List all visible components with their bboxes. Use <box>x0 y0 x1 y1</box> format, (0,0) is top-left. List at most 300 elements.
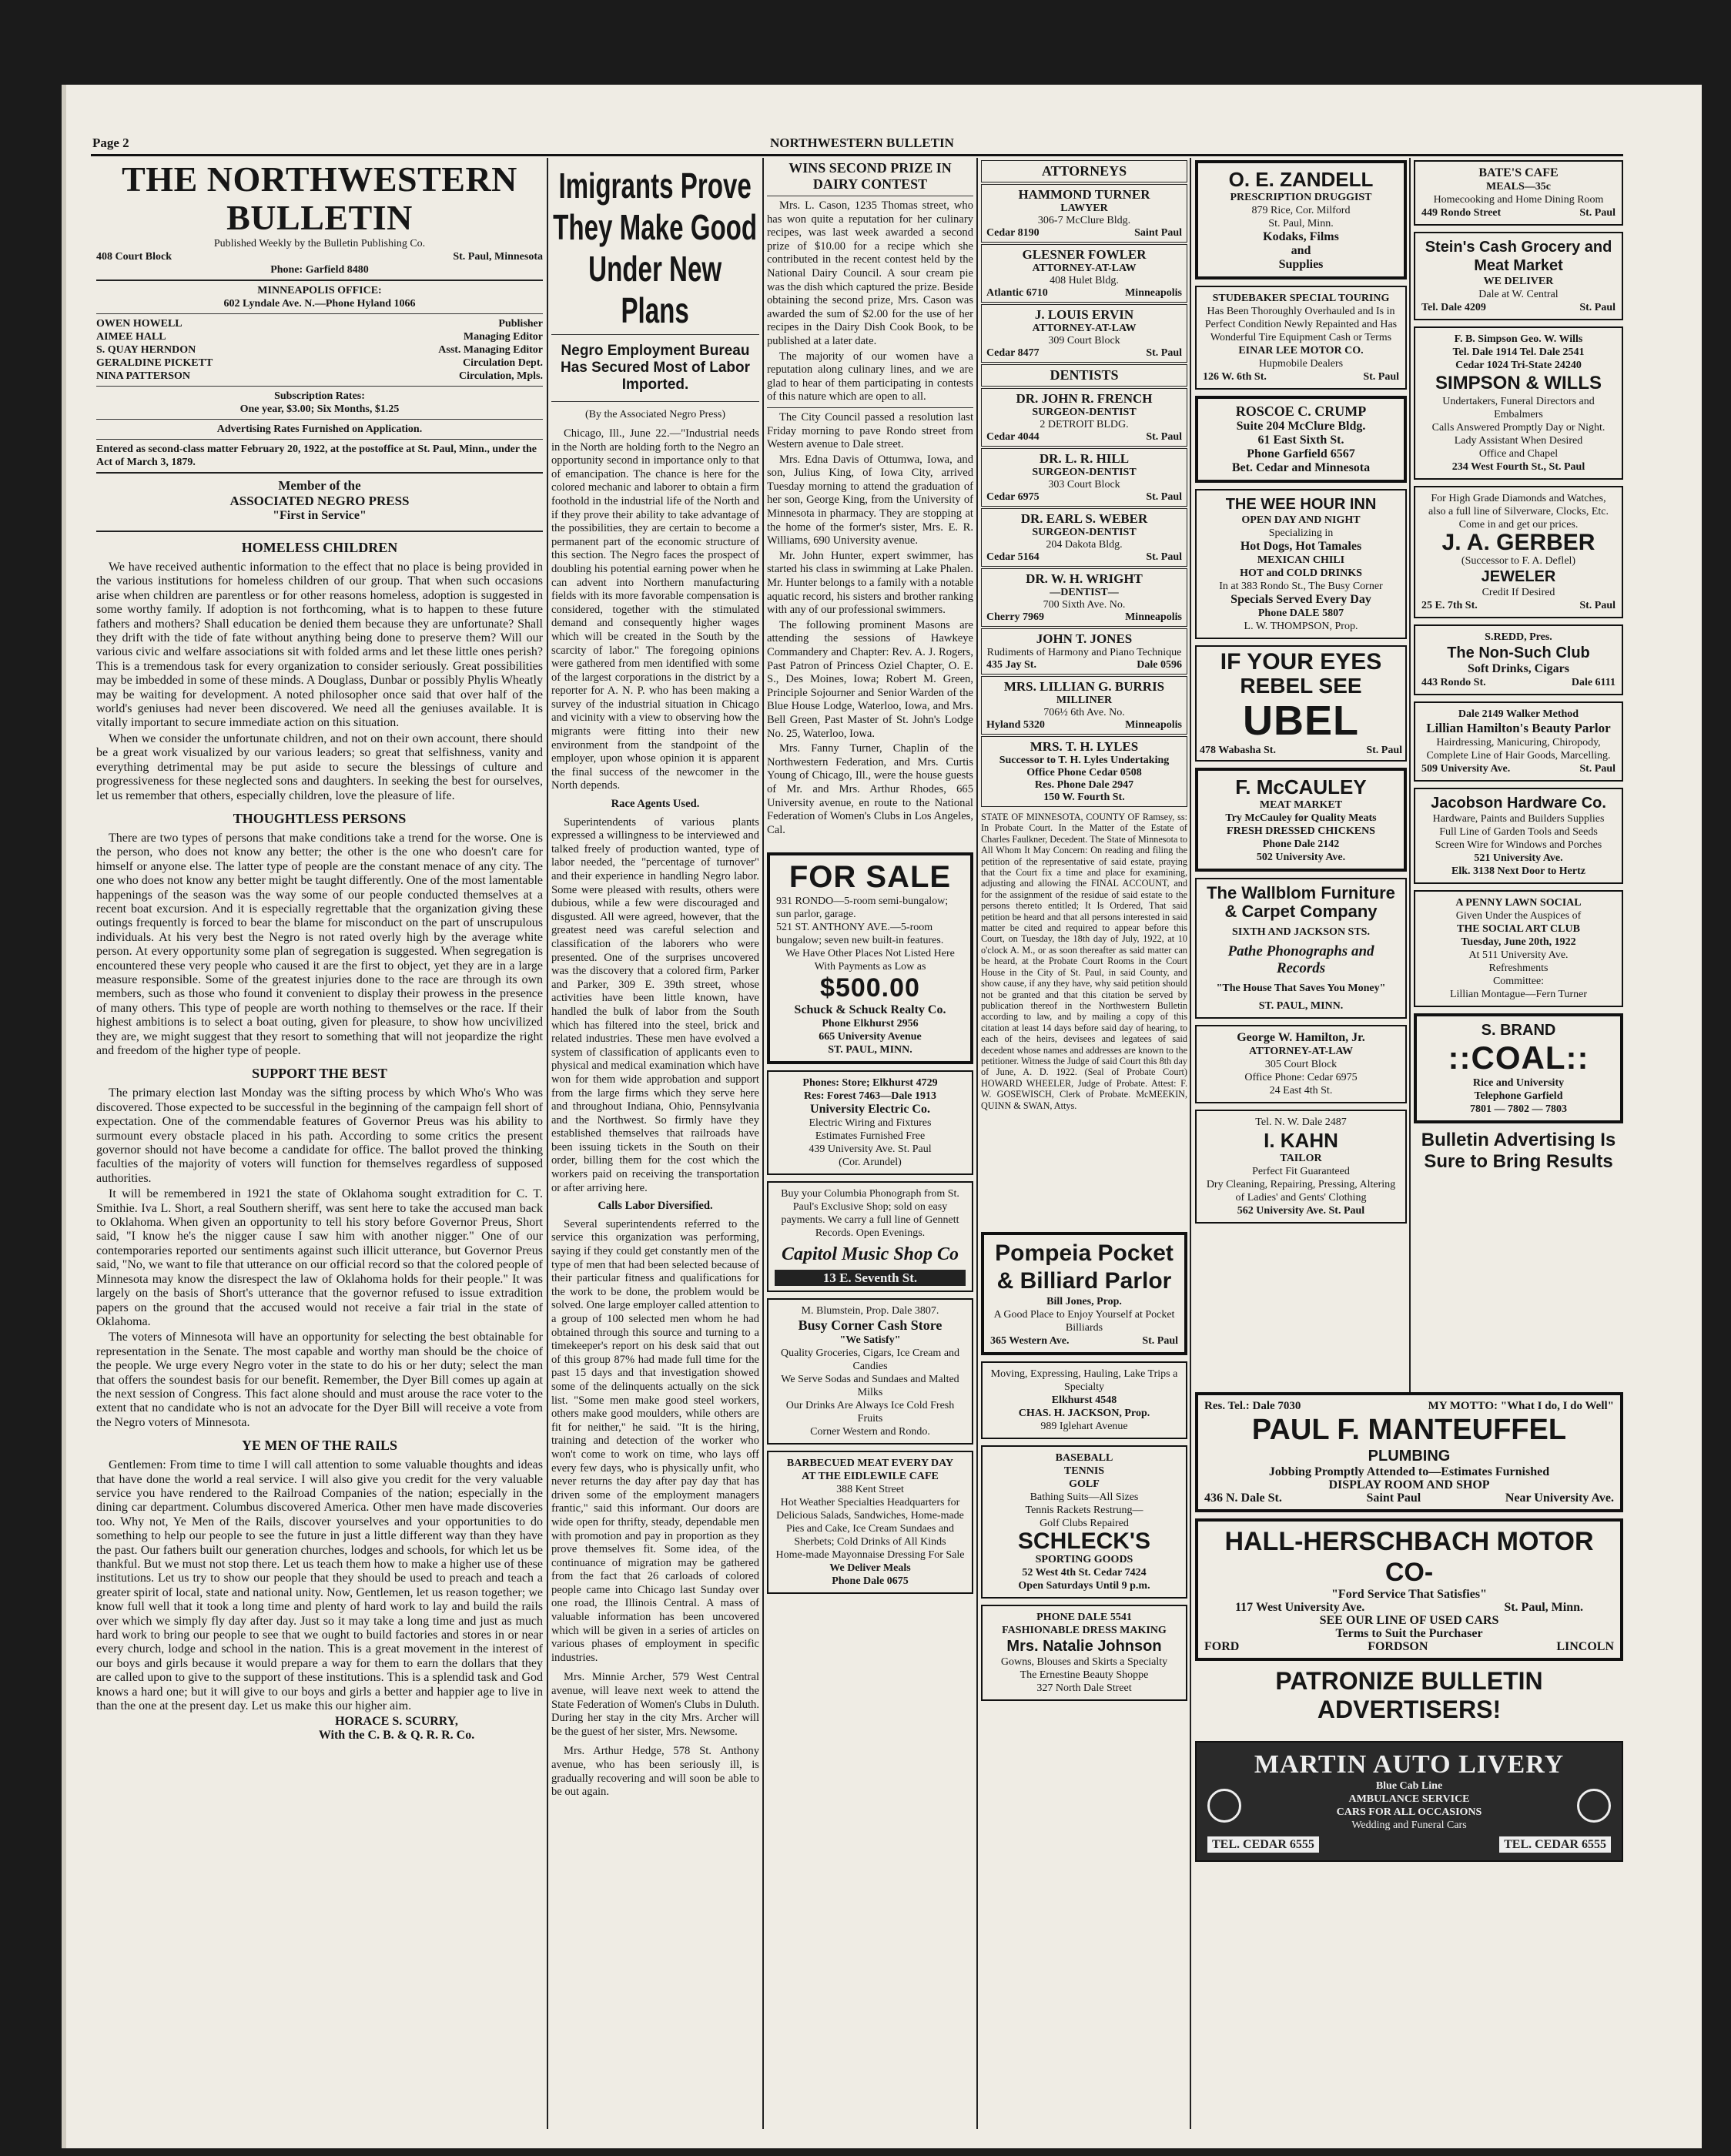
entry-title: MILLINER <box>1056 695 1113 706</box>
ad-wallblom <box>1195 878 1407 1019</box>
ad-text: HOT and COLD DRINKS <box>1240 567 1362 579</box>
ad-firm: SCHLECK'S <box>1017 1528 1151 1554</box>
ad-title: FOR SALE <box>788 860 952 895</box>
editorial-heading: HOMELESS CHILDREN <box>241 540 398 555</box>
ad-text: 562 University Ave. St. Paul <box>1237 1205 1365 1217</box>
directory-entry <box>981 388 1187 447</box>
ad-text: Near University Ave. <box>1505 1491 1614 1505</box>
column-four-ads <box>981 1232 1187 2017</box>
ad-text: TAILOR <box>1280 1153 1322 1164</box>
ad-text: Kodaks, Films <box>1263 230 1339 243</box>
entry-name: DR. JOHN R. FRENCH <box>1016 391 1153 406</box>
page-header <box>92 136 1621 152</box>
ad-firm: BATE'S CAFE <box>1478 166 1559 179</box>
ad-text: Terms to Suit the Purchaser <box>1335 1627 1483 1640</box>
ad-text: 52 West 4th St. Cedar 7424 <box>1022 1567 1147 1578</box>
directory-entry <box>981 448 1187 507</box>
ad-text: Dale 6111 <box>1571 677 1615 688</box>
article-paragraph: Mrs. Arthur Hedge, 578 St. Anthony avenue, who has been seriously ill, is gradually recovering and will soon be able to be out again. <box>551 1745 759 1799</box>
ad-firm: Mrs. Natalie Johnson <box>1006 1638 1162 1655</box>
editorial-paragraph: It will be remembered in 1921 the state of Oklahoma sought extradition for C. T. Smithie. Iva L. Short, a real Southern sheriff, was sent here to take the accused man back to Oklahoma. When given an opportunity to tell his story before Governor Preus, Short said, "I know he's the nigger cause I saw him with another nigger." One of our contemporaries reported our sentiments against such illicit utterance, but Governor Preus said, "No, we want to file that utterance on our official record so that the colored people of Minnesota may know the disrespect the law of Oklahoma holds for their people." It was largely on the basis of Short's utterance that the governor refused to issue extradition papers on the ground that the accused would not receive a fair trial in the state of Oklahoma. <box>96 1187 543 1328</box>
section-heading: ATTORNEYS <box>981 160 1187 182</box>
ad-text: ATTORNEY-AT-LAW <box>1248 1046 1354 1057</box>
entry-address: 150 W. Fourth St. <box>1043 792 1125 803</box>
directory-entry <box>981 736 1187 807</box>
ad-text: 931 RONDO—5-room semi-bungalow; sun parlor, garage. <box>776 896 949 921</box>
ad-text: BASEBALL <box>1055 1452 1113 1464</box>
ads-column-six <box>1414 160 1623 1392</box>
article-subhead: Race Agents Used. <box>611 798 700 811</box>
ad-text: St. Paul, Minn. <box>1504 1601 1583 1614</box>
ad-hall-herschbach <box>1195 1518 1623 1661</box>
entry-title: ATTORNEY-AT-LAW <box>1032 323 1137 334</box>
article-headline: WINS SECOND PRIZE IN DAIRY CONTEST <box>788 160 952 192</box>
office-city: St. Paul, Minnesota <box>453 251 543 263</box>
ad-text: Electric Wiring and Fixtures <box>809 1117 932 1130</box>
entry-title: LAWYER <box>1060 203 1108 214</box>
directory-entry <box>981 304 1187 363</box>
ad-text: DISPLAY ROOM AND SHOP <box>1328 1478 1490 1491</box>
ad-text: We Have Other Places Not Listed Here With Payments as Low as <box>785 948 955 973</box>
ad-studebaker <box>1195 286 1407 390</box>
ad-text: Wedding and Funeral Cars <box>1351 1820 1467 1831</box>
masthead-title: THE NORTHWESTERN BULLETIN <box>122 160 517 237</box>
entry-city: St. Paul <box>1146 347 1182 359</box>
ad-firm: HALL-HERSCHBACH MOTOR CO- <box>1224 1527 1594 1587</box>
column-rule <box>547 158 548 2129</box>
ad-text: St. Paul <box>1579 207 1615 219</box>
ad-text: Bet. Cedar and Minnesota <box>1231 461 1371 474</box>
ad-text: Given Under the Auspices of <box>1455 910 1582 922</box>
entry-phone: Cherry 7969 <box>986 611 1045 623</box>
entry-city: St. Paul <box>1146 431 1182 443</box>
entry-title: SURGEON-DENTIST <box>1032 527 1137 538</box>
ad-firm: The Non-Such Club <box>1447 644 1590 661</box>
entry-address: 306-7 McClure Bldg. <box>1037 215 1131 226</box>
office-phone: Phone: Garfield 8480 <box>270 264 369 276</box>
ad-firm: Schuck & Schuck Realty Co. <box>794 1003 946 1017</box>
entry-name: DR. EARL S. WEBER <box>1020 511 1148 526</box>
bulletin-advertising-slogan: Bulletin Advertising Is Sure to Bring Results <box>1421 1130 1616 1172</box>
ad-text: St. Paul <box>1579 302 1615 313</box>
entry-name: HAMMOND TURNER <box>1018 187 1150 202</box>
ad-text: AT THE EIDLEWILE CAFE <box>802 1471 939 1483</box>
editorial-paragraph: The voters of Minnesota will have an opportunity for selecting the best obtainable for representation in the Senate. The most capable and worthy man should be the choice of the people. We urge every Negro voter in the state to do his or her duty; select the man that offers the soundest basis for our benefit. Remember, the Dyer Bill comes up again at the next session of Congress. This fact alone should and must arouse the race voter to the extent that no candidate who is not an advocate for the Dyer Bill will receive a vote from the Negro voters of Minnesota. <box>96 1331 543 1429</box>
ad-text: Office and Chapel <box>1478 448 1559 460</box>
ad-manteuffel <box>1195 1392 1623 1512</box>
ad-text: Supplies <box>1278 258 1324 271</box>
entry-phone: Cedar 4044 <box>986 431 1040 443</box>
ad-text: 365 Western Ave. <box>990 1335 1070 1347</box>
editorial-paragraph: The primary election last Monday was the sifting process by which Who's Who was discovered. Those expected to be successful in the beginning of the campaign fell short of expectation. One of the commendable features of Governor Preus was his ability to surmount every obstacle placed in his path. According to some critics the present governor should not have become a candidate for office. The ballot proved the thinking faculties of the majority of voters will function for themselves regardless of supposed authorities. <box>96 1086 543 1185</box>
ad-text: "We Satisfy" <box>839 1334 901 1347</box>
ad-text: Res. Tel.: Dale 7030 <box>1204 1400 1301 1412</box>
ad-text: FORD <box>1204 1640 1240 1653</box>
ad-kahn <box>1195 1110 1407 1224</box>
mpls-office: MINNEAPOLIS OFFICE: <box>257 285 382 296</box>
ad-jackson <box>981 1361 1187 1439</box>
ad-text: In at 383 Rondo St., The Busy Corner <box>1219 581 1383 592</box>
editorial-heading: YE MEN OF THE RAILS <box>241 1438 398 1454</box>
ad-text: 13 E. Seventh St. <box>775 1270 966 1286</box>
staff-name: AIMEE HALL <box>96 331 166 343</box>
ad-coal <box>1414 1013 1623 1123</box>
ad-text: WE DELIVER <box>1483 276 1554 287</box>
ad-firm: F. McCAULEY <box>1235 775 1367 798</box>
entry-name: MRS. T. H. LYLES <box>1030 739 1139 754</box>
ad-text: 439 University Ave. St. Paul <box>809 1143 932 1156</box>
ad-text: "Ford Service That Satisfies" <box>1331 1588 1487 1601</box>
ad-phone: TEL. CEDAR 6555 <box>1207 1836 1319 1853</box>
ad-text: Undertakers, Funeral Directors and Embalmers <box>1442 396 1595 420</box>
ad-barbecue <box>767 1451 973 1594</box>
ad-text: We Serve Sodas and Sundaes and Malted Milks <box>781 1374 959 1399</box>
ad-text: 509 University Ave. <box>1421 763 1511 775</box>
ad-text: Open Saturdays Until 9 p.m. <box>1018 1580 1150 1592</box>
entry-address: 303 Court Block <box>1048 479 1120 490</box>
ad-firm: Busy Corner Cash Store <box>798 1317 943 1334</box>
directory-entry <box>981 628 1187 675</box>
ad-text: 61 East Sixth St. <box>1257 434 1344 447</box>
signature-affiliation: With the C. B. & Q. R. R. Co. <box>318 1729 475 1743</box>
ad-text: 234 West Fourth St., St. Paul <box>1451 461 1585 473</box>
legal-notice: STATE OF MINNESOTA, COUNTY OF Ramsey, ss: In Probate Court. In the Matter of the Estate of Charles Faulkner, Decedent. The State of Minnesota to All Whom It May Concern: On reading and filing the petition of the representative of said estate, praying that the Court fix a time and place for examining, adjusting and allowing the FINAL ACCOUNT, and for the assignment of the residue of said estate to the persons thereto entitled; It Is Ordered, That said petition be heard and that all persons interested in said matter be cited and required to appear before this Court, on Tuesday, the 18th day of July, 1922, at 10 o'clock A. M., or as soon thereafter as said matter can be heard, at the Probate Court Rooms in the Court House in the City of St. Paul, in said County, and show cause, if any they have, why said petition should not be granted and that this citation be served by publication thereof in the Northwestern Bulletin according to law, and by mailing a copy of this citation at least 14 days before said day of hearing, to each of the heirs, devisees and legatees of said decedent whose names and addresses are known to the petitioner. Witness the Judge of said Court this 8th day of June, A. D. 1922. (Seal of Probate Court) HOWARD WHEELER, Judge of Probate. Attest: F. W. GOSEWISCH, Clerk of Probate. McMEEKIN, QUINN & SWAN, Attys. <box>981 812 1187 1111</box>
article-headline: Imigrants Prove They Make Good Under New Plans <box>553 166 758 330</box>
entry-phone: Hyland 5320 <box>986 719 1045 731</box>
ad-text: Dale at W. Central <box>1478 289 1559 300</box>
ad-text: Gowns, Blouses and Skirts a Specialty <box>1000 1656 1168 1668</box>
ad-firm: Stein's Cash Grocery and Meat Market <box>1425 239 1612 274</box>
ad-text: MEAT MARKET <box>1259 799 1343 811</box>
ad-text: L. W. THOMPSON, Prop. <box>1244 621 1358 632</box>
ad-title: STUDEBAKER SPECIAL TOURING <box>1212 293 1390 304</box>
ad-text: BARBECUED MEAT EVERY DAY <box>786 1458 954 1470</box>
ad-text: (Cor. Arundel) <box>839 1157 902 1169</box>
ad-text: SEE OUR LINE OF USED CARS <box>1319 1614 1499 1627</box>
ad-firm: CHAS. H. JACKSON, Prop. <box>1018 1408 1150 1419</box>
article-paragraph: Mrs. L. Cason, 1235 Thomas street, who has won quite a reputation for her culinary recipes, was last week awarded a second prize of $10.00 for a recipe which she contributed in the recent contest held by the National Dairy Council. A sour cream pie was the dish which captured the prize. Beside obtaining the second prize, Mrs. Cason was awarded the sum of $2.00 for the use of her recipes in the Dairy Dish Cook Book, to be published at a later date. <box>767 199 973 347</box>
entry-city: Minneapolis <box>1125 611 1182 623</box>
ad-text: Bathing Suits—All Sizes <box>1030 1491 1139 1503</box>
entry-phone: Cedar 6975 <box>986 491 1040 503</box>
entry-phone: Res. Phone Dale 2947 <box>1034 779 1134 791</box>
entry-title: Rudiments of Harmony and Piano Technique <box>986 647 1182 658</box>
ad-firm: The Wallblom Furniture & Carpet Company <box>1207 883 1395 921</box>
article-paragraph: Mrs. Fanny Turner, Chaplin of the Northwestern Federation, and Mrs. Curtis Young of Chicago, Ill., were the house guests of Mr. and Mrs. Arthur Rhodes, 665 University avenue, en route to the National Federation of Women's Clubs in Los Angeles, Cal. <box>767 742 973 836</box>
article-deck: Negro Employment Bureau Has Secured Most of Labor Imported. <box>561 343 750 393</box>
ad-text: Telephone Garfield <box>1474 1090 1563 1102</box>
ad-text: Has Been Thoroughly Overhauled and Is in Perfect Condition Newly Repainted and Has Wonderful Tire Equipment Cash or Terms <box>1204 306 1398 343</box>
ad-text: Saint Paul <box>1366 1491 1421 1505</box>
ad-text: Perfect Fit Guaranteed <box>1252 1166 1350 1177</box>
ad-text: Phone Dale 0675 <box>832 1575 909 1588</box>
entry-phone: Office Phone Cedar 0508 <box>1026 767 1142 778</box>
ad-text: At 511 University Ave. <box>1468 949 1569 961</box>
ad-firm: J. A. GERBER <box>1441 530 1595 555</box>
ad-non-such-club <box>1414 624 1623 695</box>
ad-text: For High Grade Diamonds and Watches, also a full line of Silverware, Clocks, Etc. Come in and get our prices. <box>1428 493 1609 531</box>
mpls-address: 602 Lyndale Ave. N.—Phone Hyland 1066 <box>223 298 416 310</box>
news-column <box>551 160 759 2139</box>
staff-role: Managing Editor <box>463 331 543 343</box>
ad-wee-hour-inn <box>1195 489 1407 639</box>
ad-ubel <box>1195 645 1407 762</box>
page-number: Page 2 <box>92 136 129 150</box>
entry-city: St. Paul <box>1146 491 1182 503</box>
entry-title: SURGEON-DENTIST <box>1032 407 1137 418</box>
staff-role: Publisher <box>498 318 543 330</box>
staff-name: GERALDINE PICKETT <box>96 357 213 369</box>
ad-text: Refreshments <box>1488 962 1549 974</box>
ad-text: Moving, Expressing, Hauling, Lake Trips a Specialty <box>990 1368 1178 1393</box>
ad-text: Try McCauley for Quality Meats <box>1225 812 1377 824</box>
entry-name: DR. L. R. HILL <box>1039 451 1130 466</box>
ad-text: ST. PAUL, MINN. <box>828 1044 912 1056</box>
ad-text: Tennis Rackets Restrung— <box>1025 1505 1143 1516</box>
ad-capitol-music <box>767 1181 973 1292</box>
ad-johnson <box>981 1605 1187 1701</box>
article-paragraph: Mrs. Edna Davis of Ottumwa, Iowa, and son, Julius King, of Iowa City, arrived Tuesday morning to attend the graduation of her son, George King, from the University of Minnesota in pharmacy. They are stopping at the home of the former's sister, Mrs. E. R. Williams, 690 University avenue. <box>767 453 973 547</box>
entry-name: DR. W. H. WRIGHT <box>1026 571 1143 586</box>
ad-text: Specializing in <box>1268 527 1334 539</box>
ad-text: PRESCRIPTION DRUGGIST <box>1230 192 1372 203</box>
ads-column-five <box>1195 160 1407 1392</box>
editorial-heading: THOUGHTLESS PERSONS <box>233 810 407 826</box>
local-news-column <box>767 160 973 2139</box>
ad-mccauley <box>1195 768 1407 872</box>
ad-text: Hot Weather Specialties Headquarters for Delicious Salads, Sandwiches, Home-made Pies and Cake, Ice Cream Sundaes and Sherbets; Cold Drinks of All Kinds <box>776 1497 964 1548</box>
ad-text: Tel. Dale 4209 <box>1421 302 1486 313</box>
entry-phone: Cedar 8477 <box>986 347 1040 359</box>
ad-text: 388 Kent Street <box>836 1484 904 1496</box>
ad-text: St. Paul <box>1579 763 1615 775</box>
ad-text: The Ernestine Beauty Shoppe <box>1020 1669 1149 1681</box>
ad-text: Phone Elkhurst 2956 <box>822 1018 919 1030</box>
ad-firm: Capitol Music Shop Co <box>781 1244 959 1265</box>
ad-schleck <box>981 1445 1187 1599</box>
editorial-paragraph: When we consider the unfortunate children, and not on their own account, there should be a great work visualized by our various leaders; so great that selfishness, vanity and everything detrimental may be put aside to secure the blessings of culture and progressiveness for these neglected sons and daughters. In seeking the best for ourselves, let us remember that others, especially children, love the pleasure of life. <box>96 732 543 802</box>
ad-text: Jobbing Promptly Attended to—Estimates Furnished <box>1268 1465 1550 1478</box>
ad-text: 327 North Dale Street <box>1036 1682 1132 1694</box>
ad-text: M. Blumstein, Prop. Dale 3807. <box>801 1305 939 1317</box>
ad-text: Tel. Dale 1914 Tel. Dale 2541 <box>1452 346 1585 358</box>
section-heading: DENTISTS <box>981 364 1187 387</box>
ad-text: IF YOUR EYES <box>1220 649 1382 675</box>
ad-text: Full Line of Garden Tools and Seeds <box>1439 826 1598 838</box>
entry-phone: Dale 0596 <box>1137 659 1182 671</box>
entry-phone: Atlantic 6710 <box>986 287 1048 299</box>
ad-zandell <box>1195 160 1407 280</box>
entry-address: 435 Jay St. <box>986 659 1036 671</box>
ad-text: (Successor to F. A. Deflel) <box>1461 555 1576 567</box>
ad-phone: TEL. CEDAR 6555 <box>1499 1836 1611 1853</box>
header-rule <box>91 154 1623 156</box>
ad-text: St. Paul <box>1366 745 1402 756</box>
editorial-paragraph: There are two types of persons that make conditions take a trend for the worse. One is the person, who does not know any better; the other is the one who doesn't care for himself or anyone else. The latter type of people are the constant menace of any city. The one who does not know any better might be taught differently. One of the most lamentable happenings of the season was the way some of our people conducted themselves at a recent boat excursion. And it is especially regrettable that the organization giving these outings frequently is forced to bear the blame for misconduct on the part of unscrupulous individuals. At his very best the Negro is not rated overly high by the average white person. At every opportunity some plan of segregation is suggested. When segregation is encountered these very people who caused it are the first to object, yet they are in a large measure responsible. Some of the greatest injuries done to the race are through its own members, such as those who found it convenient to display their prowess in the presence of many others. This type of people are worth nothing to themselves or the race. If their highest ambitions is to select a boat outing, given for pleasure, to show how uncivilized they are, we might suggest that they resort to something that will not jeopardize the right and freedom of the higher type of people. <box>96 831 543 1057</box>
ad-text: 502 University Ave. <box>1256 852 1346 863</box>
advertising-note: Advertising Rates Furnished on Application. <box>216 424 423 435</box>
ad-text: 25 E. 7th St. <box>1421 600 1478 611</box>
ad-text: Committee: <box>1492 976 1545 987</box>
ad-text: 7801 — 7802 — 7803 <box>1470 1103 1567 1115</box>
ad-busy-corner <box>767 1298 973 1445</box>
publisher-line: Published Weekly by the Bulletin Publishing Co. <box>213 238 426 249</box>
entry-name: J. LOUIS ERVIN <box>1034 307 1134 322</box>
ad-firm: EINAR LEE MOTOR CO. <box>1238 345 1364 357</box>
ad-firm: UBEL <box>1243 698 1359 744</box>
ad-text: THE SOCIAL ART CLUB <box>1457 923 1580 935</box>
livery-emblem-icon <box>1207 1789 1241 1823</box>
ad-text: A Good Place to Enjoy Yourself at Pocket Billiards <box>993 1309 1175 1334</box>
ad-text: Pathe Phonographs and Records <box>1227 943 1374 976</box>
ad-text: St. Paul <box>1142 1335 1178 1347</box>
ad-text: Hairdressing, Manicuring, Chiropody, Complete Line of Hair Goods, Marcelling. <box>1426 737 1611 762</box>
ad-firm: ::COAL:: <box>1448 1040 1589 1076</box>
ad-text: Homecooking and Home Dining Room <box>1433 194 1604 206</box>
entry-note: Entered as second-class matter February 20, 1922, at the postoffice at St. Paul, Minn., under the Act of March 3, 1879. <box>96 444 537 468</box>
ad-text: FASHIONABLE DRESS MAKING <box>1002 1625 1167 1636</box>
ad-text: JEWELER <box>1481 568 1556 585</box>
ad-price: $500.00 <box>820 973 920 1003</box>
ad-text: 521 University Ave. <box>1474 852 1563 864</box>
ad-text: Specials Served Every Day <box>1230 593 1371 606</box>
signature: HORACE S. SCURRY, <box>335 1715 458 1729</box>
ad-text: 665 University Avenue <box>819 1031 922 1043</box>
ad-text: MEXICAN CHILI <box>1257 554 1345 566</box>
ad-firm: O. E. ZANDELL <box>1228 168 1374 191</box>
ad-text: Tuesday, June 20th, 1922 <box>1461 936 1576 948</box>
entry-address: 2 DETROIT BLDG. <box>1040 419 1129 430</box>
entry-name: GLESNER FOWLER <box>1022 247 1147 262</box>
ad-text: Quality Groceries, Cigars, Ice Cream and Candies <box>780 1348 960 1373</box>
ad-text: AMBULANCE SERVICE <box>1348 1793 1470 1805</box>
ad-firm: SIMPSON & WILLS <box>1435 373 1602 393</box>
editorial-paragraph: We have received authentic information to the effect that no place is being provided in the various institutions for homeless children of our group. That when such occasions arise when children are parentless or for other reasons homeless, adoption is suggested in some worthy family. If adoption is not forthcoming, what is to happen to these future fathers and mothers? Shall education be denied them because they are unfortunate? Shall they drift with the tide of fate without anything being done to preserve them? Will our various civic and welfare associations sit with folded arms and let these little ones perish? This is a tremendous task for every organization to consider seriously. Great possibilities may be imbedded in some of these minds. A Douglass, Dunbar or possibly Phylis Wheatly may be waiting for development. A noted philosopher once said that over half of the world's geniuses had never been discovered. We need all the geniuses available. It is vitally important to secure immediate action on this situation. <box>96 561 543 730</box>
ad-text: 521 ST. ANTHONY AVE.—5-room bungalow; seven new built-in features. <box>776 922 944 947</box>
livery-emblem-icon <box>1577 1789 1611 1823</box>
subscription-rates: One year, $3.00; Six Months, $1.25 <box>239 403 400 415</box>
ad-text: Tel. N. W. Dale 2487 <box>1255 1116 1347 1128</box>
ad-text: Cedar 1024 Tri-State 24240 <box>1455 360 1582 371</box>
editorial-heading: SUPPORT THE BEST <box>252 1066 387 1082</box>
ad-text: Corner Western and Rondo. <box>810 1426 930 1438</box>
ad-firm: I. KAHN <box>1264 1129 1338 1152</box>
ad-text: St. Paul <box>1579 600 1615 611</box>
editorial-column <box>96 160 543 2139</box>
ad-firm: A PENNY LAWN SOCIAL <box>1455 897 1582 909</box>
ad-text: 989 Iglehart Avenue <box>1040 1421 1128 1432</box>
entry-address: 204 Dakota Bldg. <box>1046 539 1123 551</box>
ad-text: Lady Assistant When Desired <box>1454 435 1583 447</box>
ad-text: Res: Forest 7463—Dale 1913 <box>804 1090 936 1103</box>
ad-bates-cafe <box>1414 160 1623 226</box>
article-paragraph: The following prominent Masons are attending the sessions of Hawkeye Commandery and Chapter: Rev. A. J. Rogers, Past Patron of Princess Oziel Chapter, O. E. S., Des Moines, Iowa; Robert M. Green, Principle Sojourner and Senior Warden of the Blue House Lodge, Waterloo, Iowa, and Mrs. Bell Green, Past Master of St. John's Lodge No. 25, Waterloo, Iowa. <box>767 618 973 740</box>
ad-firm: THE WEE HOUR INN <box>1225 496 1377 513</box>
article-paragraph: Mrs. Minnie Archer, 579 West Central avenue, will leave next week to attend the State Federation of Women's Clubs in Duluth. During her stay in the city Mrs. Archer will be the guest of her sister, Mrs. Newsome. <box>551 1671 759 1738</box>
ad-firm: George W. Hamilton, Jr. <box>1237 1031 1365 1044</box>
directory-entry <box>981 676 1187 735</box>
editorial-paragraph: Gentlemen: From time to time I will call attention to some valuable thoughts and ideas that have done the world a real service. I will also give you credit for the very valuable service you have rendered to the Railroad Companies of the nation; especially in the dining car department. Columbus discovered America. Other men have made discoveries too. Why not, Ye Men of the Rails, discover yourselves and your opportunities to do something to help our people to see the future in just a little different way than they have the past. Our fathers built our generation churches, lodges and schools, for which let us be thankful. But we must not stop there. Let us teach them how to make a higher use of these institutions. Let us try to show our people that they should be used to preach and teach a greater spirit of local, state and national unity. Now, Gentlemen, let us reason together; we know full well that it took a long time and plenty of hard work to lay and build the rails over which we simply fly day after day. Just so it may take a long time and just as much hard work to bring our people to see that we ought to build factories and stores in or near every church, lodge and school in the nation. This is a great movement in the interest of our boys and girls because it would prepare a way for them to earn the dollars that they are called upon to give to the support of these institutions. This is a splendid task and God knows a hard one; but it will give to our boys and girls a better and happier age to live in than the one at the present day. Let us make this our higher aim. <box>96 1458 543 1713</box>
ad-firm: Jacobson Hardware Co. <box>1431 795 1606 812</box>
directory-entry <box>981 184 1187 243</box>
ad-text: REBEL SEE <box>1240 674 1362 698</box>
ad-gerber <box>1414 486 1623 618</box>
staff-name: S. QUAY HERNDON <box>96 344 196 356</box>
entry-address: 408 Hulet Bldg. <box>1050 275 1119 286</box>
ad-for-sale <box>767 852 973 1064</box>
ad-text: 443 Rondo St. <box>1421 677 1486 688</box>
staff-name: OWEN HOWELL <box>96 318 182 330</box>
ad-text: 436 N. Dale St. <box>1204 1491 1282 1505</box>
ad-text: CARS FOR ALL OCCASIONS <box>1336 1806 1482 1818</box>
ad-text: St. Paul <box>1363 371 1399 383</box>
ad-text: Credit If Desired <box>1482 587 1555 598</box>
press-name: ASSOCIATED NEGRO PRESS <box>229 494 410 508</box>
ad-text: Hupmobile Dealers <box>1258 358 1344 370</box>
ad-crump <box>1195 396 1407 483</box>
ad-firm: ROSCOE C. CRUMP <box>1235 403 1367 419</box>
ad-text: Estimates Furnished Free <box>815 1130 926 1143</box>
ad-text: Calls Answered Promptly Day or Night. <box>1431 422 1605 434</box>
entry-city: Saint Paul <box>1134 227 1182 239</box>
ad-text: Hot Dogs, Hot Tamales <box>1240 540 1362 553</box>
ad-text: and <box>1291 244 1311 257</box>
ad-text: 879 Rice, Cor. Milford <box>1251 205 1351 216</box>
staff-list <box>96 317 543 383</box>
ad-text: PLUMBING <box>1368 1448 1451 1465</box>
ad-text: Our Drinks Are Always Ice Cold Fresh Fruits <box>785 1400 955 1425</box>
ad-text: Office Phone: Cedar 6975 <box>1244 1072 1358 1083</box>
ad-text: S. BRAND <box>1481 1022 1556 1039</box>
ad-text: OPEN DAY AND NIGHT <box>1241 514 1361 526</box>
entry-phone: Cedar 8190 <box>986 227 1040 239</box>
entry-title: ATTORNEY-AT-LAW <box>1032 263 1137 274</box>
entry-city: St. Paul <box>1146 551 1182 563</box>
column-rule <box>1190 158 1191 2129</box>
entry-name: JOHN T. JONES <box>1036 631 1133 646</box>
staff-role: Circulation, Mpls. <box>458 370 543 382</box>
article-paragraph: Superintendents of various plants expressed a willingness to be interviewed and talked freely of production wanted, type of labor needed, the "percentage of turnover" and their experience in handling Negro labor. Some were pleased with results, others were dubious, while a few were discouraged and disgusted. All were agreed, however, that the greatest need was careful selection and classification of the laborers who were presented. One of the surprises uncovered was the discovery that a colored firm, Parker and Parker, 309 E. 39th street, whose activities have been little known, have handled the bulk of labor from the South which has filtered into the steel, brick and related industries. These men have evolved a system of classification of applicants even to physical and medical examination which have won for them wide approbation and support from the large firms which they serve here and throughout Indiana, Ohio, Pennsylvania and the Northwest. So firmly have they established themselves that railroads have been issuing tickets in the South on their order, billing them for the cost which the workers paid on receiving the transportation or after arriving here. <box>551 815 759 1194</box>
ad-text: Lillian Montague—Fern Turner <box>1449 989 1588 1000</box>
ad-text: Blue Cab Line <box>1375 1780 1443 1792</box>
ad-text: Dale 2149 Walker Method <box>1458 708 1579 720</box>
ad-text: Bill Jones, Prop. <box>1046 1296 1122 1307</box>
ad-text: "The House That Saves You Money" <box>1216 983 1386 994</box>
ad-beauty-parlor <box>1414 701 1623 782</box>
ad-text: FORDSON <box>1368 1640 1428 1653</box>
article-paragraph: Chicago, Ill., June 22.—"Industrial needs in the North are holding forth to the Negro an opportunity second in importance only to that of emancipation. The chance is here for the colored mechanic and laborer to obtain a firm foothold in the industrial life of the North and if they prove their ability to take advantage of the possibilities, they are certain to become a permanent part of the economic structure of this section. The Negro faces the prospect of doubling his potential earning power when he can advent into Northern manufacturing fields with its more favorable compensation is considered, together with the stimulated demand and consequently higher wages which will be created in the South by the scarcity of labor." The foregoing opinions were gathered from men identified with some of the largest corporations in the district by a reporter for A. N. P. who has been making a survey of the industrial situation in Chicago and vicinity with a view to observing how the migrants were fitting into their new environment from the standpoint of the employer, upon whose opinion it is apparent the final success of the newcomer in the North depends. <box>551 427 759 792</box>
entry-address: 706½ 6th Ave. No. <box>1043 707 1125 718</box>
entry-address: 309 Court Block <box>1048 335 1120 346</box>
ad-lawn-social <box>1414 890 1623 1007</box>
press-motto: "First in Service" <box>273 509 367 522</box>
directory-entry <box>981 244 1187 303</box>
ad-text: 478 Wabasha St. <box>1200 745 1276 756</box>
ad-firm: University Electric Co. <box>810 1103 930 1116</box>
ad-text: Elk. 3138 Next Door to Hertz <box>1451 865 1585 877</box>
page-fold <box>62 85 66 2148</box>
ad-text: We Deliver Meals <box>829 1562 911 1575</box>
ad-simpson-wills <box>1414 326 1623 480</box>
ad-text: F. B. Simpson Geo. W. Wills <box>1454 333 1583 345</box>
ad-text: SPORTING GOODS <box>1035 1554 1133 1565</box>
ad-text: Phone DALE 5807 <box>1257 608 1344 619</box>
article-paragraph: The majority of our women have a reputation along culinary lines, and we are glad to hear of them participating in contests of this nature which are open to all. <box>767 350 973 403</box>
article-paragraph: The City Council passed a resolution last Friday morning to pave Rondo street from Western avenue to Dale street. <box>767 410 973 451</box>
ad-text: Dry Cleaning, Repairing, Pressing, Altering of Ladies' and Gents' Clothing <box>1206 1179 1396 1204</box>
ad-text: Phone Garfield 6567 <box>1247 447 1355 460</box>
staff-role: Asst. Managing Editor <box>438 344 543 356</box>
